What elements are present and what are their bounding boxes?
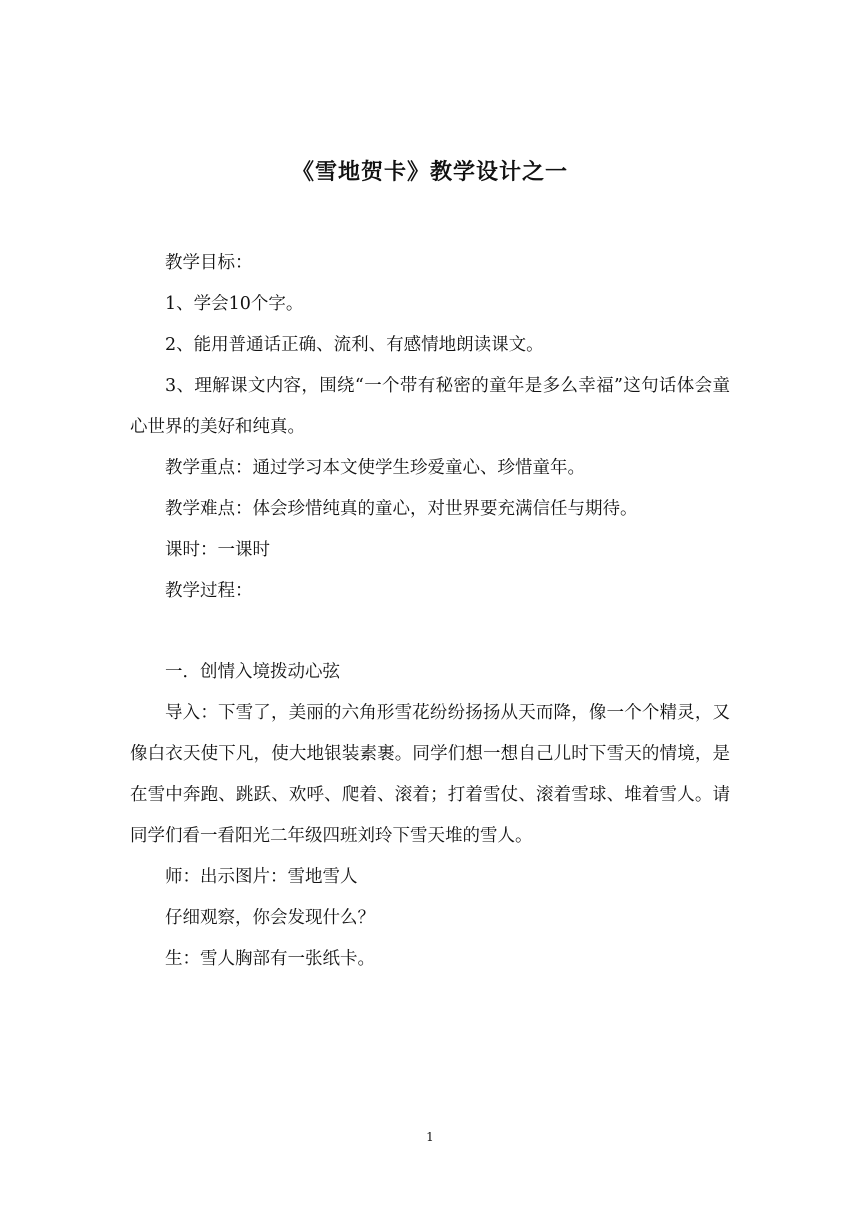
section-1-heading: 一．创情入境拨动心弦 <box>165 662 340 682</box>
process-heading: 教学过程： <box>165 581 253 601</box>
question-line: 仔细观察，你会发现什么？ <box>165 908 375 928</box>
page-number: 1 <box>426 1130 434 1144</box>
teacher-line: 师：出示图片：雪地雪人 <box>165 867 358 887</box>
blank-line <box>130 612 730 652</box>
document-title: 《雪地贺卡》教学设计之一 <box>291 159 568 185</box>
difficulty: 教学难点：体会珍惜纯真的童心，对世界要充满信任与期待。 <box>165 499 638 519</box>
objective-1: 1、学会10个字。 <box>165 294 304 314</box>
intro-paragraph: 导入：下雪了，美丽的六角形雪花纷纷扬扬从天而降，像一个个精灵，又像白衣天使下凡，使大地银装素裹。同学们想一想自己儿时下雪天的情境，是在雪中奔跑、跳跃、欢呼、爬着、滚着；打着雪仗、滚着雪球、堆着雪人。请同学们看一看阳光二年级四班刘玲下雪天堆的雪人。 <box>130 703 730 846</box>
key-point: 教学重点：通过学习本文使学生珍爱童心、珍惜童年。 <box>165 458 585 478</box>
document-body <box>130 243 730 980</box>
student-line: 生：雪人胸部有一张纸卡。 <box>165 949 375 969</box>
objectives-heading: 教学目标： <box>165 253 253 273</box>
objective-2: 2、能用普通话正确、流利、有感情地朗读课文。 <box>165 335 544 355</box>
class-hours: 课时：一课时 <box>165 540 270 560</box>
objective-3: 3、理解课文内容，围绕“一个带有秘密的童年是多么幸福”这句话体会童心世界的美好和纯真。 <box>130 376 730 437</box>
